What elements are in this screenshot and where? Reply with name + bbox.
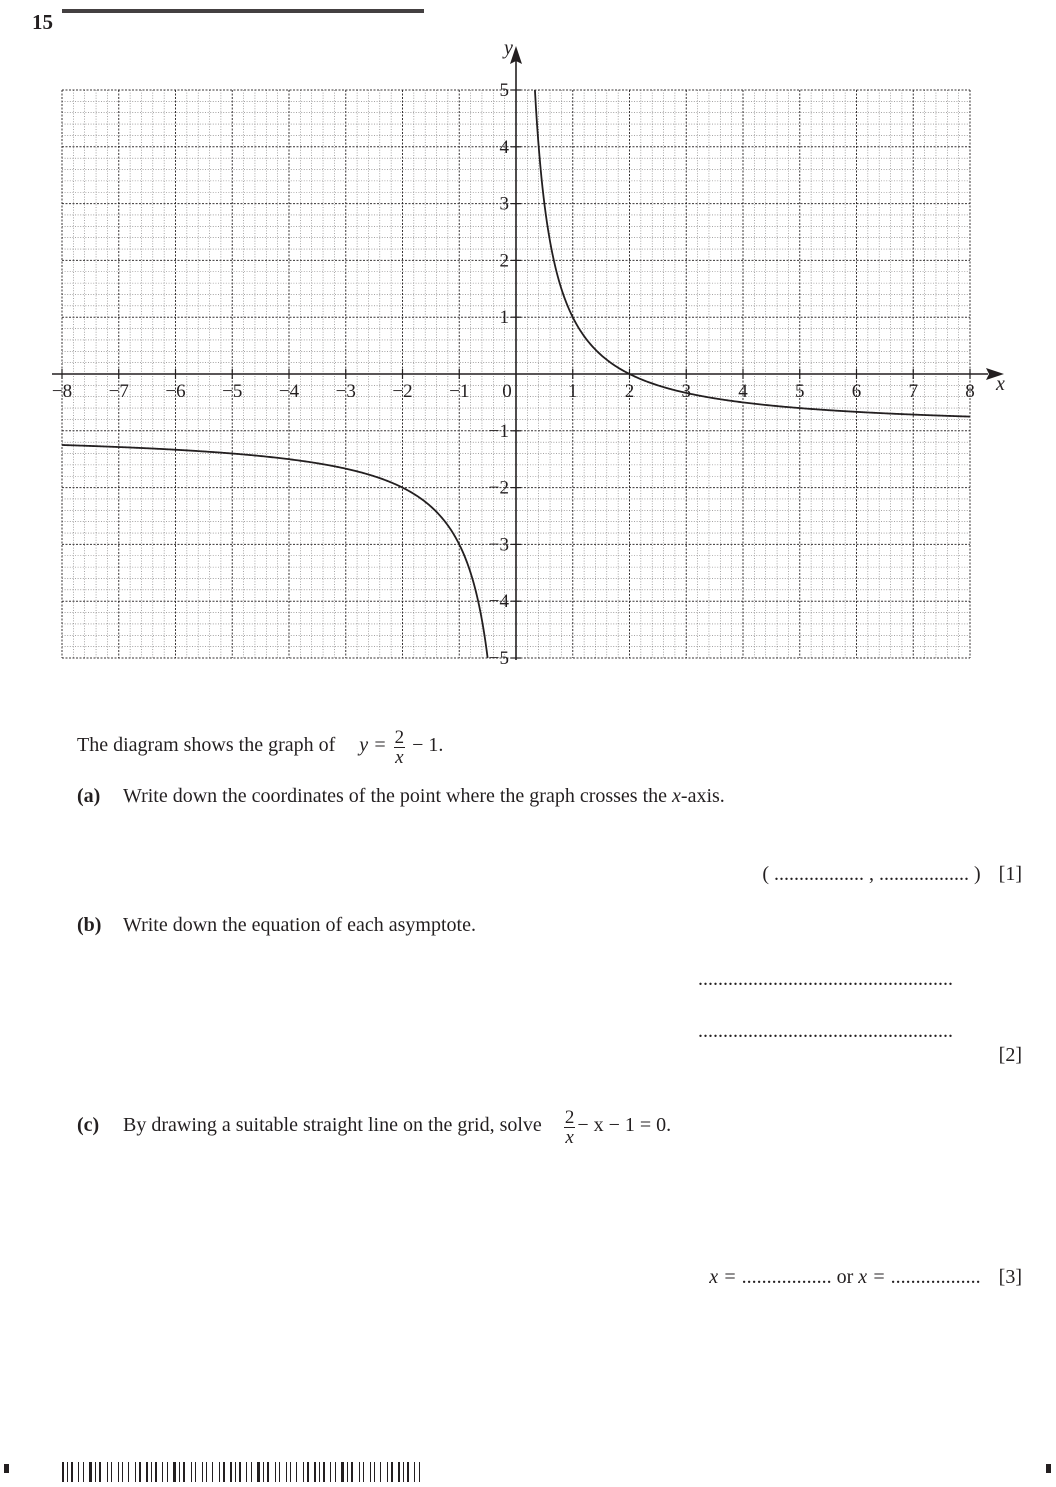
x-tick-label: −7 xyxy=(108,381,129,402)
part-b-question xyxy=(77,914,476,937)
intro-eq-lhs: y = xyxy=(359,734,387,756)
x-tick-label: −3 xyxy=(335,381,356,402)
part-c-eq-tail: − x − 1 = 0. xyxy=(577,1114,672,1136)
part-c-marks: [3] xyxy=(998,1266,1022,1288)
barcode-bar xyxy=(99,1462,101,1482)
part-c-fraction-numerator: 2 xyxy=(564,1107,575,1128)
barcode-top-graphic xyxy=(62,9,424,13)
part-c-answer-field-1[interactable]: .................. xyxy=(741,1266,832,1288)
barcode-bar xyxy=(335,1462,336,1482)
y-tick-label: −2 xyxy=(488,477,509,499)
intro-fraction-denominator: x xyxy=(395,747,404,768)
barcode-bar xyxy=(267,1462,269,1482)
barcode-bar xyxy=(179,1462,180,1482)
barcode-bar xyxy=(78,1462,79,1482)
x-tick-label: 8 xyxy=(965,381,975,402)
barcode-bar xyxy=(319,1462,320,1482)
part-b-answer-field-2[interactable]: ................................................... xyxy=(698,1020,953,1042)
barcode-bar xyxy=(183,1462,185,1482)
barcode-bar xyxy=(347,1462,348,1482)
barcode-bar xyxy=(391,1462,393,1482)
intro-fraction-numerator: 2 xyxy=(394,727,405,748)
y-tick-label: 2 xyxy=(499,250,509,272)
part-c-text: By drawing a suitable straight line on the grid, solve xyxy=(123,1114,542,1136)
x-tick-label: −2 xyxy=(392,381,413,402)
x-tick-label: 5 xyxy=(795,381,805,402)
x-tick-label: −5 xyxy=(222,381,243,402)
part-c-answer-line xyxy=(709,1266,1022,1289)
part-a-answer-field[interactable]: ( .................. , .................. ) xyxy=(762,863,981,885)
barcode-bar xyxy=(151,1462,152,1482)
y-tick-label: −3 xyxy=(488,534,509,556)
barcode-bar xyxy=(191,1462,192,1482)
barcode-bar xyxy=(380,1462,381,1482)
barcode-bar xyxy=(83,1462,84,1482)
barcode-bar xyxy=(235,1462,236,1482)
barcode-bar xyxy=(62,1462,64,1482)
barcode-bar xyxy=(230,1462,232,1482)
barcode-bar xyxy=(251,1462,252,1482)
curve-branch-positive xyxy=(535,90,970,417)
barcode-bar xyxy=(111,1462,112,1482)
x-tick-label: 7 xyxy=(908,381,918,402)
y-tick-label: 1 xyxy=(499,307,509,329)
axes xyxy=(52,46,1004,660)
part-c-answer-field-2[interactable]: .................. xyxy=(890,1266,981,1288)
barcode-bar xyxy=(414,1462,415,1482)
barcode-bar xyxy=(351,1462,353,1482)
barcode-bar xyxy=(403,1462,404,1482)
barcode-bar xyxy=(374,1462,375,1482)
intro-text: The diagram shows the graph of xyxy=(77,734,336,756)
barcode-bar xyxy=(263,1462,264,1482)
barcode-bar xyxy=(387,1462,388,1482)
x-tick-label: 4 xyxy=(738,381,748,402)
barcode-bar xyxy=(419,1462,420,1482)
part-b-label: (b) xyxy=(77,914,102,936)
barcode-bar xyxy=(296,1462,297,1482)
x-tick-label: 3 xyxy=(681,381,691,402)
part-b-text: Write down the equation of each asymptote. xyxy=(123,914,476,936)
part-b-answer-field-1[interactable]: ................................................... xyxy=(698,968,953,990)
barcode-bar xyxy=(398,1462,400,1482)
barcode-bar xyxy=(314,1462,316,1482)
barcode-bar xyxy=(303,1462,304,1482)
barcode-bar xyxy=(323,1462,325,1482)
part-c-question xyxy=(77,1108,671,1147)
x-axis-label: x xyxy=(996,373,1005,395)
x-tick-label: 0 xyxy=(502,381,512,402)
part-c-or: or xyxy=(836,1266,854,1288)
part-b-marks: [2] xyxy=(998,1044,1022,1066)
barcode-bar xyxy=(155,1462,157,1482)
barcode-bar xyxy=(167,1462,168,1482)
y-tick-label: 5 xyxy=(499,80,509,101)
barcode-bar xyxy=(135,1462,136,1482)
y-tick-label: 3 xyxy=(499,193,509,215)
part-c-label: (c) xyxy=(77,1114,100,1136)
x-tick-label: −6 xyxy=(165,381,186,402)
barcode-bar xyxy=(341,1462,344,1482)
part-a-label: (a) xyxy=(77,785,101,807)
barcode-bar xyxy=(139,1462,141,1482)
registration-mark-left xyxy=(4,1464,9,1473)
x-tick-label: −4 xyxy=(278,381,300,402)
intro-line xyxy=(77,728,443,767)
barcode-bar xyxy=(212,1462,213,1482)
y-axis-label: y xyxy=(504,37,513,59)
barcode-bar xyxy=(146,1462,148,1482)
x-tick-label: 2 xyxy=(624,381,635,402)
barcode-bar xyxy=(286,1462,287,1482)
part-c-answer-x2-label: x = xyxy=(858,1266,886,1288)
barcode-bar xyxy=(71,1462,73,1482)
part-a-text-end: -axis. xyxy=(680,785,725,807)
barcode-bottom-graphic xyxy=(62,1462,424,1482)
barcode-top xyxy=(62,0,424,4)
barcode-bar xyxy=(290,1462,291,1482)
barcode-bottom xyxy=(62,1462,424,1482)
barcode-bar xyxy=(275,1462,276,1482)
x-tick-label: 1 xyxy=(568,381,578,402)
barcode-bar xyxy=(330,1462,331,1482)
intro-eq-tail: − 1. xyxy=(412,734,444,756)
barcode-bar xyxy=(246,1462,247,1482)
question-number: 15 xyxy=(32,10,53,34)
barcode-bar xyxy=(407,1462,409,1482)
barcode-bar xyxy=(206,1462,207,1482)
barcode-bar xyxy=(118,1462,119,1482)
part-a-marks: [1] xyxy=(998,863,1022,885)
y-tick-label: 4 xyxy=(499,136,509,158)
barcode-bar xyxy=(89,1462,92,1482)
barcode-bar xyxy=(279,1462,280,1482)
barcode-bar xyxy=(107,1462,108,1482)
x-tick-label: −1 xyxy=(449,381,470,402)
barcode-bar xyxy=(223,1462,225,1482)
barcode-bar xyxy=(173,1462,176,1482)
barcode-bar xyxy=(128,1462,129,1482)
part-a-text: Write down the coordinates of the point where the graph crosses the xyxy=(123,785,668,807)
part-a-variable: x xyxy=(672,785,681,807)
part-c-answer-x1-label: x = xyxy=(709,1266,737,1288)
barcode-bar xyxy=(257,1462,260,1482)
x-tick-label: 6 xyxy=(851,381,862,402)
part-c-fraction xyxy=(564,1108,576,1147)
part-a-answer-line xyxy=(762,863,1022,886)
barcode-bar xyxy=(67,1462,68,1482)
y-tick-label: −5 xyxy=(488,648,509,669)
barcode-bar xyxy=(162,1462,163,1482)
barcode-bar xyxy=(307,1462,309,1482)
barcode-bar xyxy=(202,1462,203,1482)
barcode-bar xyxy=(219,1462,220,1482)
barcode-bar xyxy=(195,1462,196,1482)
registration-mark-right xyxy=(1046,1464,1051,1473)
part-a-question xyxy=(77,785,725,808)
barcode-bar xyxy=(370,1462,371,1482)
x-tick-label: −8 xyxy=(51,381,73,402)
x-tick-labels xyxy=(52,381,975,402)
barcode-bar xyxy=(359,1462,360,1482)
y-tick-label: −1 xyxy=(488,420,509,442)
barcode-bar xyxy=(239,1462,241,1482)
intro-fraction xyxy=(394,728,406,767)
barcode-bar xyxy=(95,1462,96,1482)
barcode-bar xyxy=(363,1462,364,1482)
part-c-fraction-denominator: x xyxy=(565,1127,574,1148)
graph xyxy=(0,30,1056,680)
barcode-bar xyxy=(122,1462,123,1482)
y-tick-label: −4 xyxy=(488,591,509,613)
curve-branch-negative xyxy=(62,445,488,658)
